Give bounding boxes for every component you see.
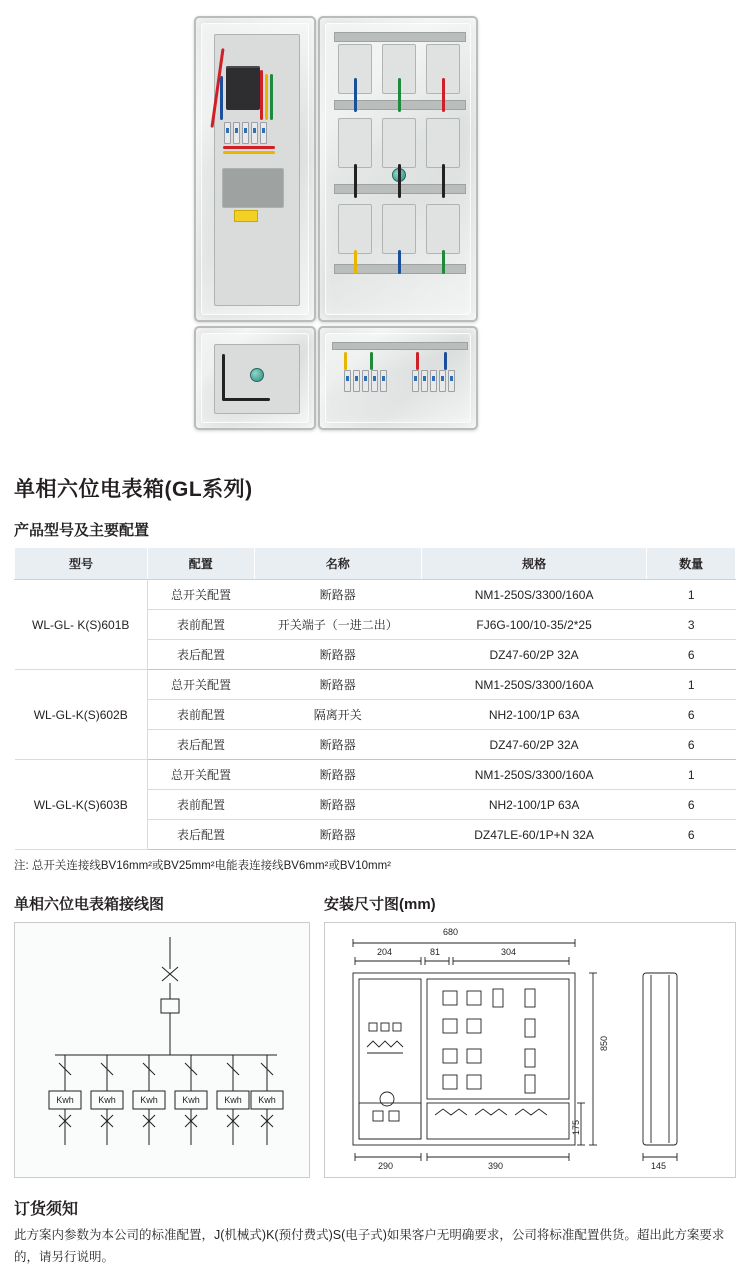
wiring-diagram xyxy=(14,922,310,1178)
rail xyxy=(332,342,468,350)
meter-label: Kwh xyxy=(224,1095,242,1105)
dimension-diagram-block xyxy=(324,893,736,1178)
dim-inner-height: 175 xyxy=(571,1119,581,1135)
meter-slot xyxy=(382,204,416,254)
cabinet-lower-right xyxy=(318,326,478,430)
mini-breaker xyxy=(344,370,351,392)
table-note: 注: 总开关连接线BV16mm²或BV25mm²电能表连接线BV6mm²或BV10mm² xyxy=(14,860,391,872)
wiring-diagram-block xyxy=(14,893,310,1178)
th-qty: 数量 xyxy=(647,548,736,580)
specification-table xyxy=(14,547,736,850)
cell-name: 开关端子（一进二出） xyxy=(254,610,421,640)
cell-name: 断路器 xyxy=(254,730,421,760)
mini-breaker xyxy=(362,370,369,392)
dimension-diagram xyxy=(324,922,736,1178)
dimension-section-heading: 安装尺寸图(mm) xyxy=(324,896,436,913)
cell-model: WL-GL-K(S)602B xyxy=(15,670,148,760)
cell-qty: 6 xyxy=(647,640,736,670)
wire-yellow xyxy=(223,151,275,154)
wire-blue xyxy=(354,78,357,112)
meter-slot xyxy=(338,118,372,168)
table-row xyxy=(15,670,736,700)
cell-config: 表后配置 xyxy=(147,730,254,760)
cell-config: 总开关配置 xyxy=(147,580,254,610)
main-breaker xyxy=(226,66,260,110)
th-spec: 规格 xyxy=(421,548,647,580)
dim-height: 850 xyxy=(599,1035,609,1051)
mini-breaker xyxy=(439,370,446,392)
cabinet-lower-left xyxy=(194,326,316,430)
wire-black xyxy=(222,354,225,400)
wire-green xyxy=(442,250,445,274)
cell-spec: NM1-250S/3300/160A xyxy=(421,760,647,790)
th-name: 名称 xyxy=(254,548,421,580)
wire-blue xyxy=(398,250,401,274)
cell-spec: NM1-250S/3300/160A xyxy=(421,580,647,610)
cell-qty: 6 xyxy=(647,730,736,760)
mini-breaker xyxy=(233,122,240,144)
wire-red xyxy=(260,70,263,120)
wire-blue xyxy=(220,76,223,120)
terminal-block xyxy=(222,168,284,208)
cell-qty: 6 xyxy=(647,700,736,730)
cell-qty: 3 xyxy=(647,610,736,640)
cell-name: 断路器 xyxy=(254,760,421,790)
mini-breaker xyxy=(353,370,360,392)
wire-red xyxy=(442,78,445,112)
cell-name: 断路器 xyxy=(254,670,421,700)
order-notice-text: 此方案内参数为本公司的标准配置，J(机械式)K(预付费式)S(电子式)如果客户无明确要求，公司将标准配置供货。超出此方案要求的，请另行说明。 xyxy=(14,1228,725,1264)
cell-qty: 1 xyxy=(647,760,736,790)
cell-config: 表后配置 xyxy=(147,640,254,670)
mini-breaker-row xyxy=(224,122,267,144)
wire-green xyxy=(370,352,373,370)
rail xyxy=(334,32,466,42)
dim-sub-width-2: 81 xyxy=(430,947,441,957)
cell-spec: DZ47LE-60/1P+N 32A xyxy=(421,820,647,850)
cell-config: 总开关配置 xyxy=(147,670,254,700)
cell-qty: 6 xyxy=(647,790,736,820)
cell-config: 表前配置 xyxy=(147,790,254,820)
th-config: 配置 xyxy=(147,548,254,580)
mini-breaker xyxy=(242,122,249,144)
cell-config: 总开关配置 xyxy=(147,760,254,790)
cell-spec: NH2-100/1P 63A xyxy=(421,790,647,820)
wire-black xyxy=(354,164,357,198)
cell-qty: 6 xyxy=(647,820,736,850)
mini-breaker xyxy=(260,122,267,144)
meter-label: Kwh xyxy=(182,1095,200,1105)
cell-name: 断路器 xyxy=(254,790,421,820)
dimension-drawing-svg xyxy=(325,923,735,1177)
table-row xyxy=(15,580,736,610)
mini-breaker xyxy=(430,370,437,392)
wire-green xyxy=(270,74,273,120)
wire-green xyxy=(398,78,401,112)
wiring-schematic-svg xyxy=(15,923,309,1177)
wire-yellow xyxy=(265,74,268,120)
cell-spec: NM1-250S/3300/160A xyxy=(421,670,647,700)
meter-label: Kwh xyxy=(140,1095,158,1105)
meter-label: Kwh xyxy=(98,1095,116,1105)
dim-top-width: 680 xyxy=(443,927,459,937)
cabinet-upper-left xyxy=(194,16,316,322)
meter-box-assembly xyxy=(190,10,520,435)
dim-sub-width-1: 204 xyxy=(377,947,393,957)
meter-label: Kwh xyxy=(56,1095,74,1105)
cell-spec: FJ6G-100/10-35/2*25 xyxy=(421,610,647,640)
product-photo xyxy=(0,0,750,455)
mini-breaker xyxy=(421,370,428,392)
wire-red xyxy=(223,146,275,149)
cell-qty: 1 xyxy=(647,580,736,610)
cell-name: 断路器 xyxy=(254,640,421,670)
mini-breaker xyxy=(380,370,387,392)
th-model: 型号 xyxy=(15,548,148,580)
page-title: 单相六位电表箱(GL系列) xyxy=(14,478,253,501)
warning-label-icon xyxy=(234,210,258,222)
wire-yellow xyxy=(344,352,347,370)
mini-breaker xyxy=(448,370,455,392)
mini-breaker xyxy=(371,370,378,392)
cell-model: WL-GL- K(S)601B xyxy=(15,580,148,670)
cell-name: 断路器 xyxy=(254,820,421,850)
meter-slot xyxy=(426,118,460,168)
table-header-row xyxy=(15,548,736,580)
cell-spec: DZ47-60/2P 32A xyxy=(421,730,647,760)
mini-breaker xyxy=(224,122,231,144)
cell-name: 断路器 xyxy=(254,580,421,610)
dim-depth: 145 xyxy=(651,1161,667,1171)
wire-yellow xyxy=(354,250,357,274)
dim-sub-width-3: 304 xyxy=(501,947,517,957)
lock-knob xyxy=(250,368,264,382)
meter-label: Kwh xyxy=(258,1095,276,1105)
meter-slot xyxy=(382,118,416,168)
mini-breaker-row xyxy=(344,370,387,392)
wire-red xyxy=(416,352,419,370)
table-row xyxy=(15,760,736,790)
mini-breaker xyxy=(251,122,258,144)
spec-section-heading: 产品型号及主要配置 xyxy=(14,522,150,539)
mini-breaker xyxy=(412,370,419,392)
cabinet-upper-right xyxy=(318,16,478,322)
cell-config: 表后配置 xyxy=(147,820,254,850)
dim-bottom-left: 290 xyxy=(378,1161,394,1171)
order-section-heading: 订货须知 xyxy=(14,1201,79,1218)
meter-slot xyxy=(338,204,372,254)
cell-config: 表前配置 xyxy=(147,700,254,730)
wiring-section-heading: 单相六位电表箱接线图 xyxy=(14,896,165,913)
cell-config: 表前配置 xyxy=(147,610,254,640)
wire-black xyxy=(222,398,270,401)
cell-spec: DZ47-60/2P 32A xyxy=(421,640,647,670)
cell-model: WL-GL-K(S)603B xyxy=(15,760,148,850)
cell-qty: 1 xyxy=(647,670,736,700)
wire-blue xyxy=(444,352,447,370)
dim-bottom-right: 390 xyxy=(488,1161,504,1171)
cell-name: 隔离开关 xyxy=(254,700,421,730)
wire-black xyxy=(442,164,445,198)
mini-breaker-row xyxy=(412,370,455,392)
cell-spec: NH2-100/1P 63A xyxy=(421,700,647,730)
meter-slot xyxy=(426,204,460,254)
wire-black xyxy=(398,164,401,198)
